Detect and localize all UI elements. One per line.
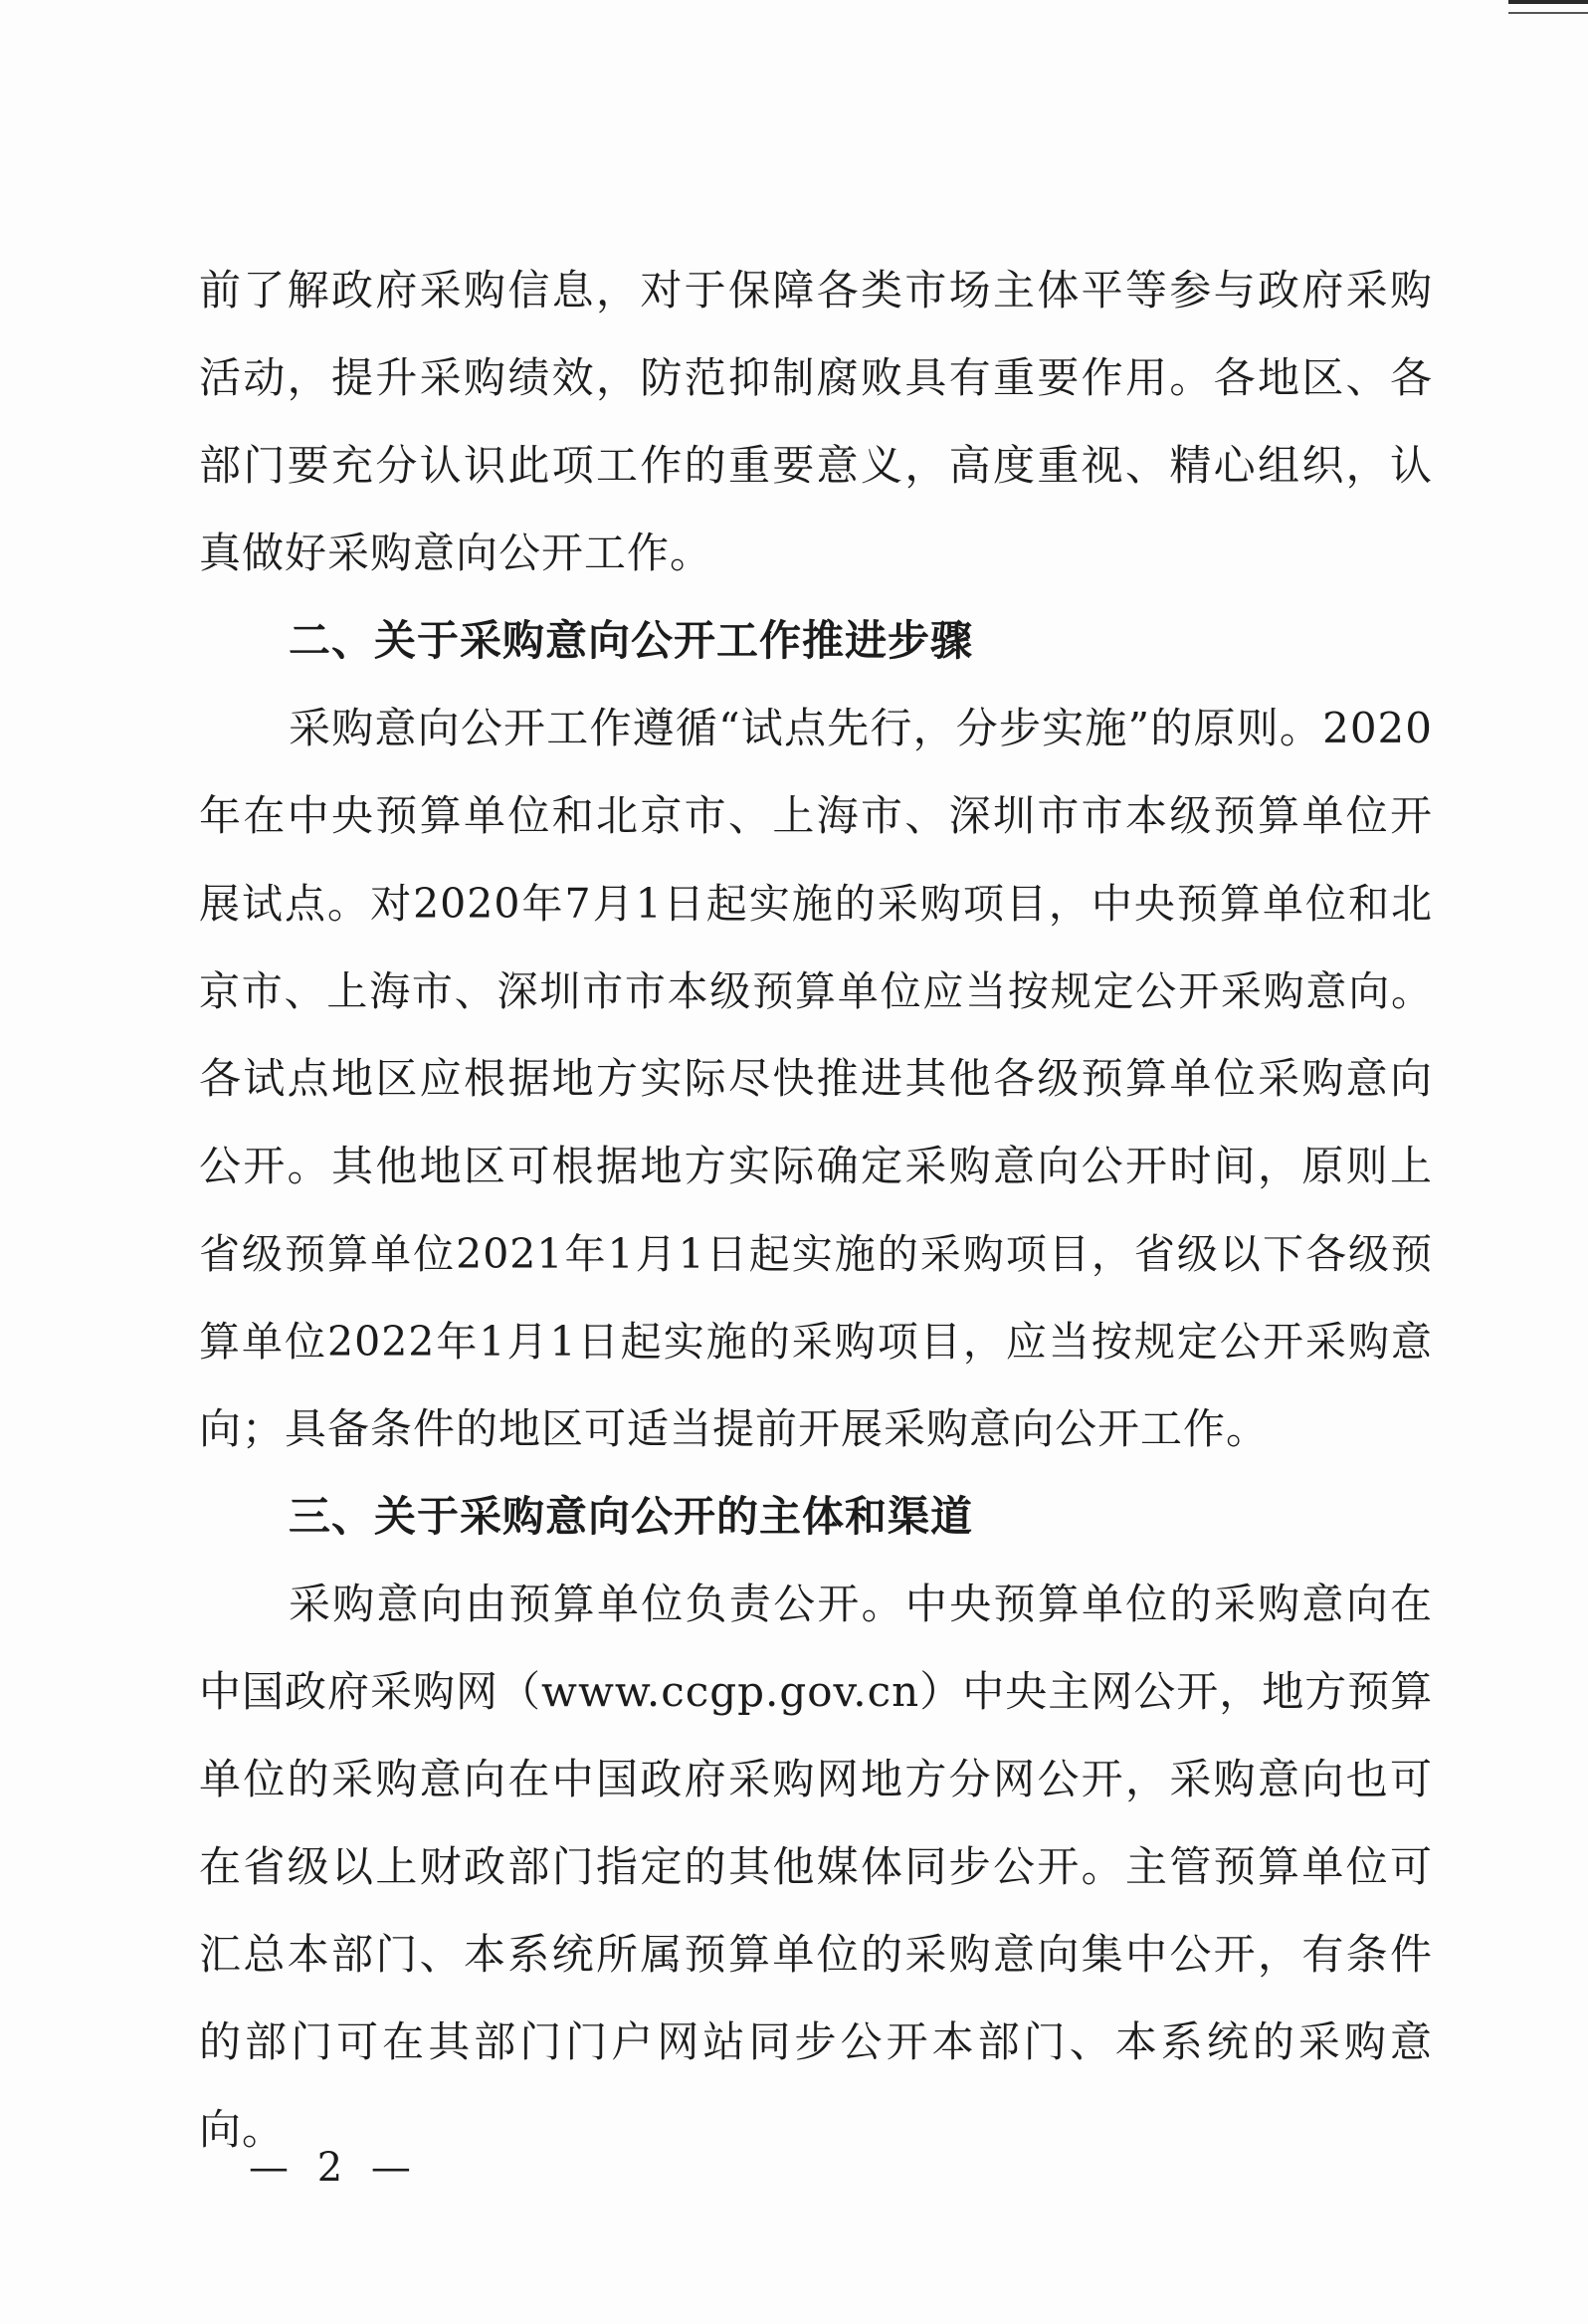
body-line: 公开。其他地区可根据地方实际确定采购意向公开时间，原则上 — [199, 1142, 1433, 1190]
body-line: 汇总本部门、本系统所属预算单位的采购意向集中公开，有条件 — [199, 1930, 1433, 1979]
body-line: 向。 — [199, 2105, 286, 2154]
scan-edge-mark — [1508, 0, 1588, 14]
body-line: 活动，提升采购绩效，防范抑制腐败具有重要作用。各地区、各 — [199, 353, 1433, 402]
body-line: 真做好采购意向公开工作。 — [199, 528, 713, 577]
body-line: 京市、上海市、深圳市市本级预算单位应当按规定公开采购意向。 — [199, 967, 1433, 1015]
body-line: 年在中央预算单位和北京市、上海市、深圳市市本级预算单位开 — [199, 791, 1433, 840]
body-line: 在省级以上财政部门指定的其他媒体同步公开。主管预算单位可 — [199, 1842, 1433, 1891]
section-heading-2: 二、关于采购意向公开工作推进步骤 — [289, 616, 974, 665]
body-line: 前了解政府采购信息，对于保障各类市场主体平等参与政府采购 — [199, 266, 1433, 315]
body-line: 的部门可在其部门门户网站同步公开本部门、本系统的采购意 — [199, 2017, 1433, 2066]
page-number: — 2 — — [249, 2145, 419, 2191]
body-line: 各试点地区应根据地方实际尽快推进其他各级预算单位采购意向 — [199, 1054, 1433, 1103]
body-line: 中国政府采购网（www.ccgp.gov.cn）中央主网公开，地方预算 — [199, 1667, 1434, 1716]
body-line: 采购意向由预算单位负责公开。中央预算单位的采购意向在 — [289, 1580, 1433, 1628]
body-line: 算单位2022年1月1日起实施的采购项目，应当按规定公开采购意 — [199, 1318, 1433, 1366]
body-line: 向；具备条件的地区可适当提前开展采购意向公开工作。 — [199, 1404, 1270, 1453]
body-line: 采购意向公开工作遵循“试点先行，分步实施”的原则。2020 — [289, 704, 1433, 752]
body-line: 单位的采购意向在中国政府采购网地方分网公开，采购意向也可 — [199, 1755, 1433, 1803]
section-heading-3: 三、关于采购意向公开的主体和渠道 — [289, 1492, 974, 1541]
document-body — [199, 247, 1433, 2174]
body-line: 展试点。对2020年7月1日起实施的采购项目，中央预算单位和北 — [199, 880, 1433, 928]
body-line: 省级预算单位2021年1月1日起实施的采购项目，省级以下各级预 — [199, 1230, 1433, 1278]
body-line: 部门要充分认识此项工作的重要意义，高度重视、精心组织，认 — [199, 441, 1433, 490]
